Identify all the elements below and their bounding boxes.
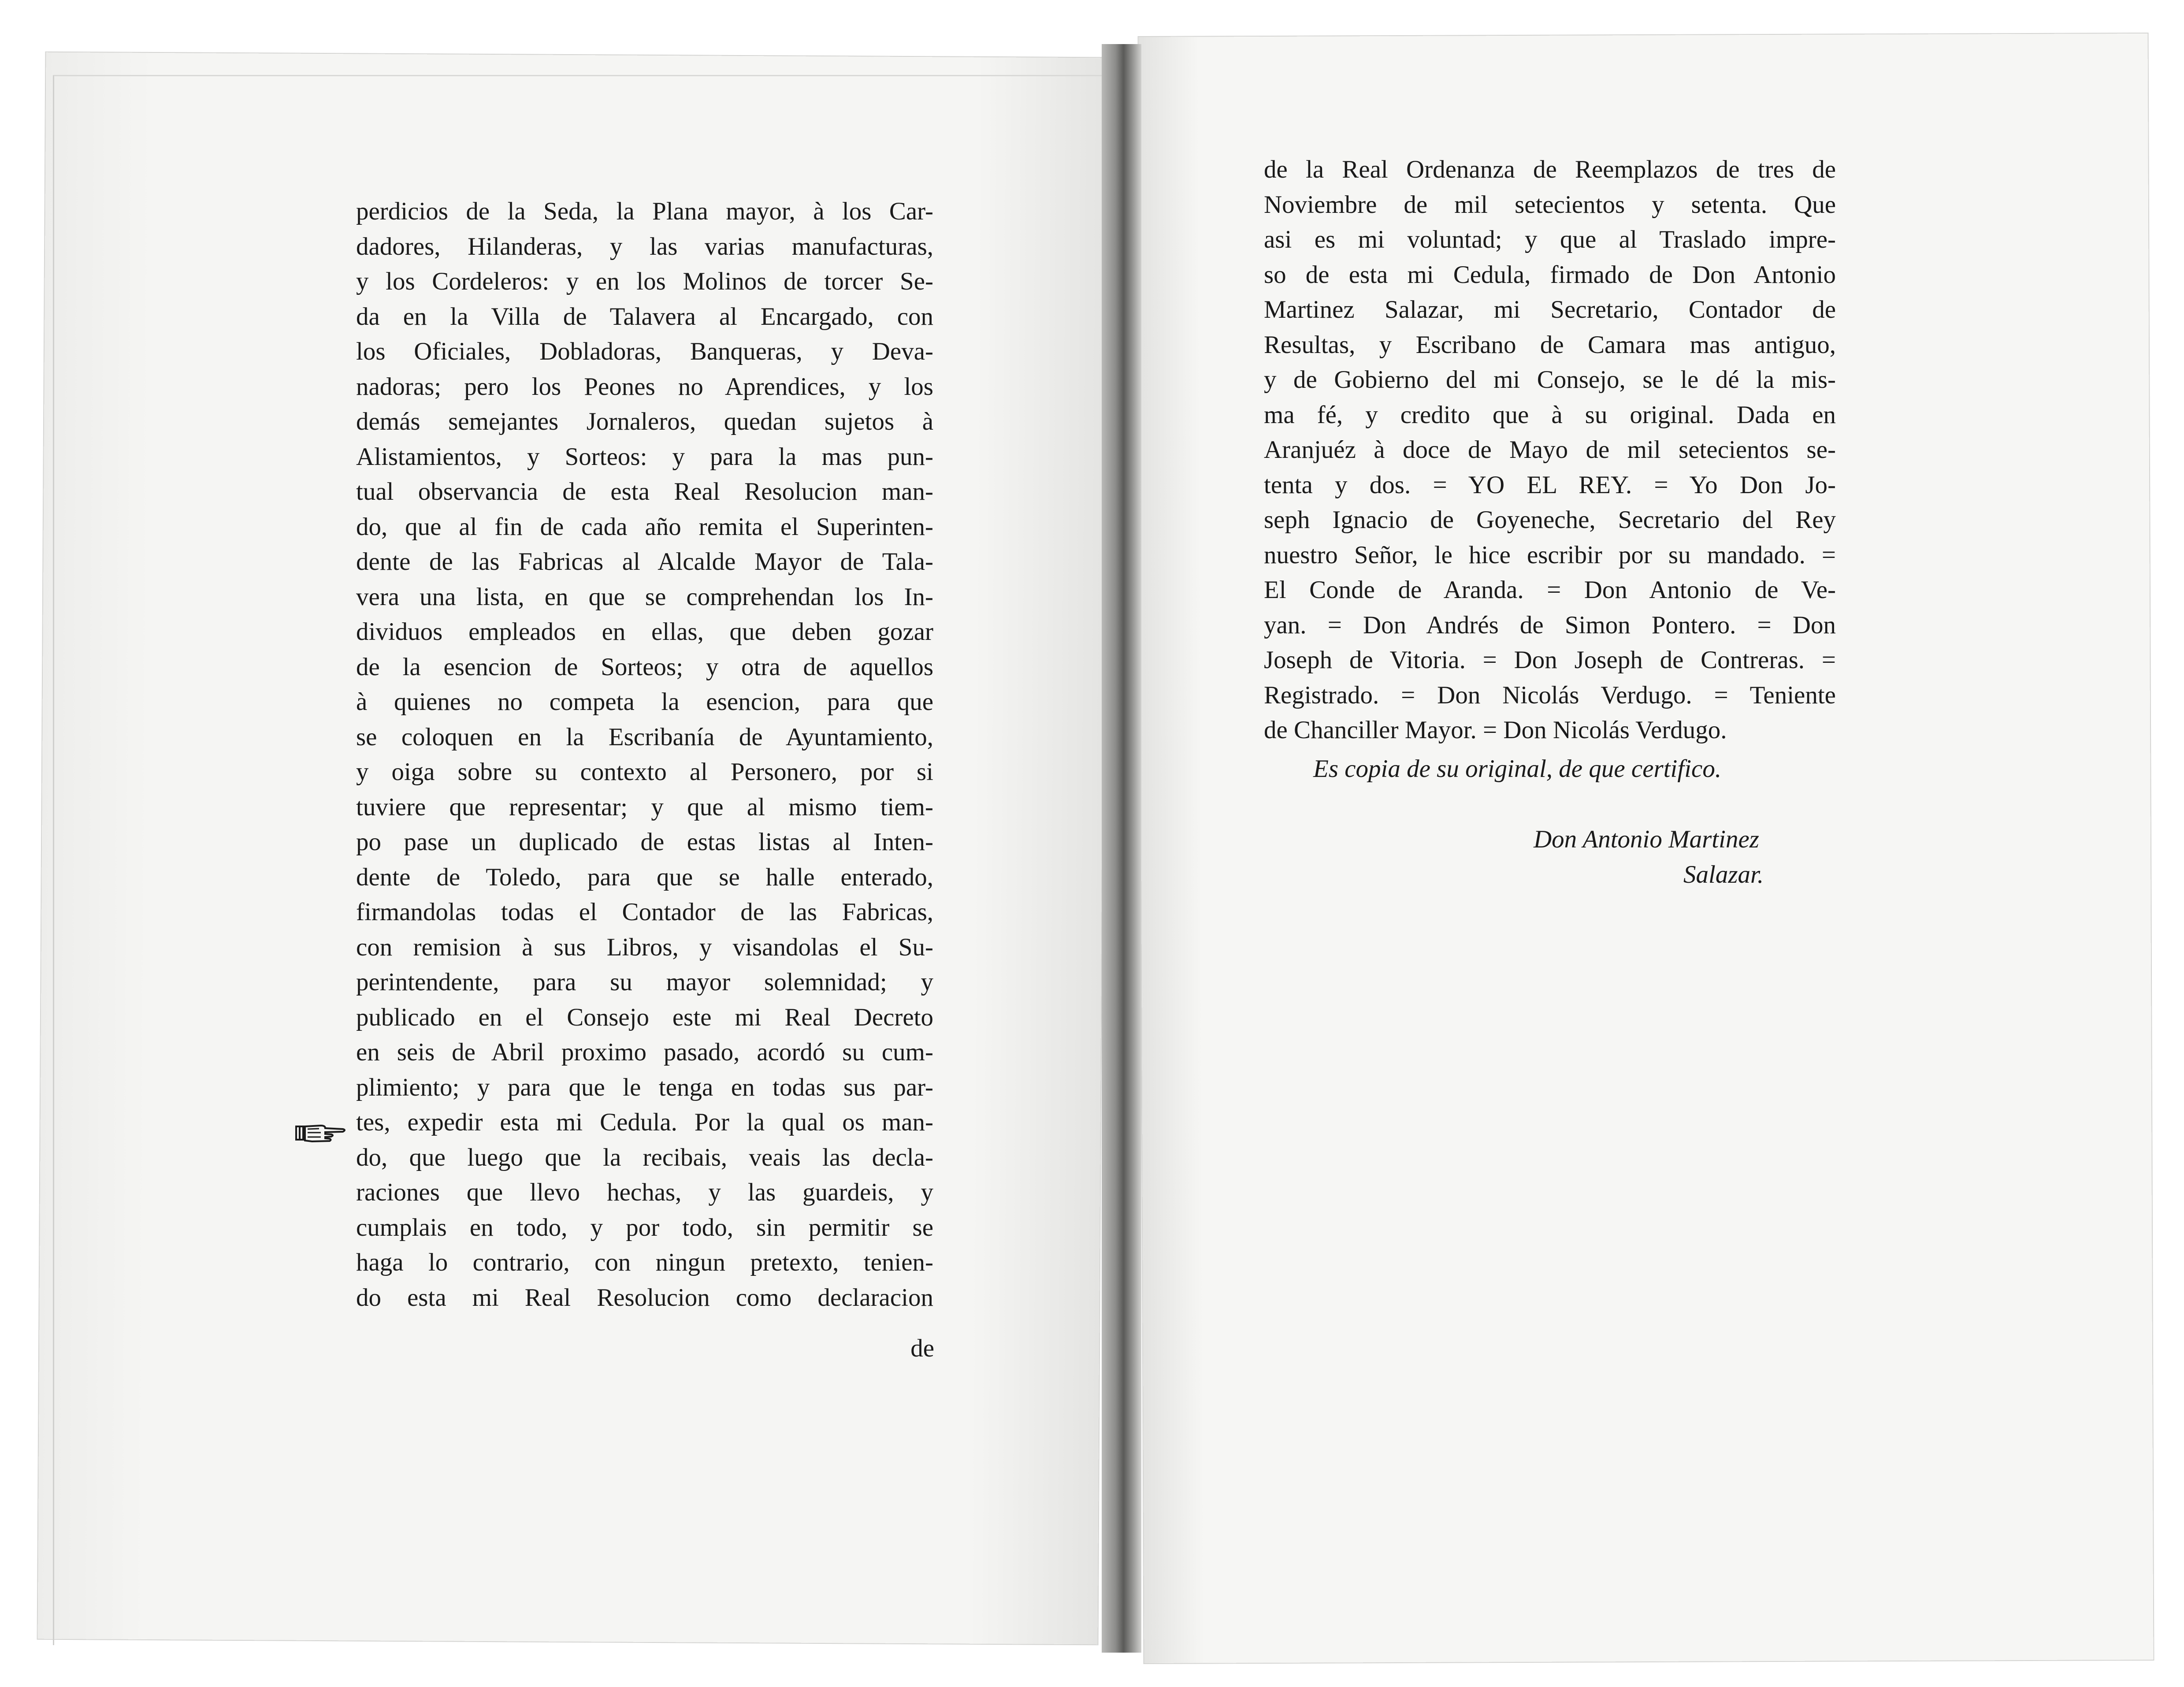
- text-line: se coloquen en la Escribanía de Ayuntamiento,: [356, 723, 933, 751]
- text-line: y de Gobierno del mi Consejo, se le dé la mis-: [1264, 366, 1836, 394]
- text-line: tes, expedir esta mi Cedula. Por la qual os man-: [356, 1108, 933, 1136]
- text-line: tenta y dos. = YO EL REY. = Yo Don Jo-: [1264, 471, 1836, 499]
- text-line: perintendente, para su mayor solemnidad; y: [356, 968, 933, 996]
- text-line: y los Cordeleros: y en los Molinos de torcer Se-: [356, 268, 933, 295]
- text-line: Resultas, y Escribano de Camara mas antiguo,: [1264, 331, 1836, 359]
- text-line: po pase un duplicado de estas listas al Inten-: [356, 828, 933, 856]
- text-line: dadores, Hilanderas, y las varias manufacturas,: [356, 232, 933, 260]
- book-gutter: [1102, 44, 1141, 1653]
- text-line: ma fé, y credito que à su original. Dada en: [1264, 401, 1836, 429]
- catchword: de: [910, 1334, 934, 1362]
- right-page-text: [1264, 152, 1836, 748]
- text-line: cumplais en todo, y por todo, sin permitir se: [356, 1213, 933, 1241]
- text-line: plimiento; y para que le tenga en todas sus par-: [356, 1073, 933, 1101]
- text-line: Noviembre de mil setecientos y setenta. Que: [1264, 190, 1836, 219]
- text-line: dente de las Fabricas al Alcalde Mayor de Tala-: [356, 548, 933, 576]
- text-line: raciones que llevo hechas, y las guardeis, y: [356, 1178, 933, 1206]
- text-line: los Oficiales, Dobladoras, Banqueras, y Deva-: [356, 338, 933, 365]
- text-line: haga lo contrario, con ningun pretexto, tenien-: [356, 1249, 933, 1276]
- text-line: so de esta mi Cedula, firmado de Don Antonio: [1264, 260, 1836, 289]
- text-line: dividuos empleados en ellas, que deben gozar: [356, 618, 933, 646]
- text-line: demás semejantes Jornaleros, quedan sujetos à: [356, 408, 933, 435]
- text-line: do esta mi Real Resolucion como declaracion: [356, 1283, 933, 1312]
- text-line: seph Ignacio de Goyeneche, Secretario del Rey: [1264, 506, 1836, 534]
- text-line: perdicios de la Seda, la Plana mayor, à los Car-: [356, 197, 933, 225]
- text-line: de la Real Ordenanza de Reemplazos de tres de: [1264, 156, 1836, 183]
- text-line: da en la Villa de Talavera al Encargado, con: [356, 302, 933, 331]
- text-line: Registrado. = Don Nicolás Verdugo. = Teniente: [1264, 681, 1836, 709]
- text-line: de la esencion de Sorteos; y otra de aquellos: [356, 653, 933, 681]
- text-line: con remision à sus Libros, y visandolas el Su-: [356, 933, 933, 961]
- certification-line: Es copia de su original, de que certifico.: [1313, 755, 1722, 783]
- text-line: nuestro Señor, le hice escribir por su mandado. =: [1264, 541, 1836, 569]
- text-line: à quienes no competa la esencion, para que: [356, 688, 933, 716]
- text-line: en seis de Abril proximo pasado, acordó su cum-: [356, 1038, 933, 1066]
- text-line: firmandolas todas el Contador de las Fabricas,: [356, 898, 933, 926]
- left-page-text: [356, 194, 933, 1315]
- text-line: vera una lista, en que se comprehendan los In-: [356, 583, 933, 611]
- text-line: Alistamientos, y Sorteos: y para la mas pun-: [356, 442, 933, 471]
- text-line: Aranjuéz à doce de Mayo de mil setecientos se-: [1264, 436, 1836, 464]
- text-line: Martinez Salazar, mi Secretario, Contador de: [1264, 296, 1836, 323]
- text-line: do, que al fin de cada año remita el Superinten-: [356, 513, 933, 541]
- text-line: nadoras; pero los Peones no Aprendices, y los: [356, 372, 933, 401]
- pointing-hand-icon: [294, 1119, 347, 1146]
- text-line: de Chanciller Mayor. = Don Nicolás Verdugo.: [1264, 716, 1727, 744]
- signature-name: Don Antonio Martinez: [1534, 825, 1759, 853]
- text-line: Joseph de Vitoria. = Don Joseph de Contreras. =: [1264, 646, 1836, 674]
- text-line: do, que luego que la recibais, veais las decla-: [356, 1143, 933, 1171]
- signature-surname: Salazar.: [1683, 861, 1764, 888]
- text-line: tuviere que representar; y que al mismo tiem-: [356, 793, 933, 821]
- text-line: publicado en el Consejo este mi Real Decreto: [356, 1003, 933, 1031]
- text-line: y oiga sobre su contexto al Personero, por si: [356, 758, 933, 786]
- text-line: yan. = Don Andrés de Simon Pontero. = Don: [1264, 611, 1836, 639]
- text-line: asi es mi voluntad; y que al Traslado impre-: [1264, 226, 1836, 253]
- text-line: tual observancia de esta Real Resolucion man-: [356, 478, 933, 505]
- text-line: El Conde de Aranda. = Don Antonio de Ve-: [1264, 576, 1836, 604]
- text-line: dente de Toledo, para que se halle enterado,: [356, 863, 933, 891]
- signature-block: [1534, 822, 1764, 892]
